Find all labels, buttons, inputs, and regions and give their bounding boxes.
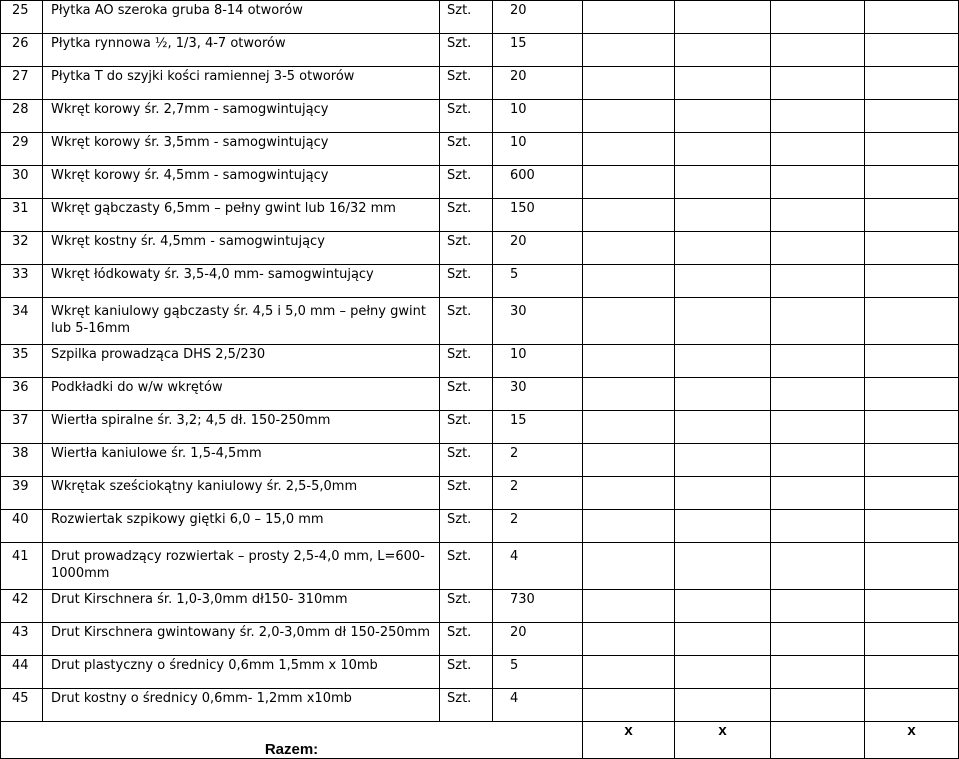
item-quantity: 5 (493, 656, 583, 689)
row-number: 42 (1, 590, 43, 623)
empty-cell (865, 590, 959, 623)
empty-cell (771, 67, 865, 100)
item-unit: Szt. (440, 590, 493, 623)
empty-cell (675, 444, 771, 477)
empty-cell (771, 1, 865, 34)
empty-cell (771, 656, 865, 689)
item-quantity: 30 (493, 298, 583, 345)
table-row (1, 298, 959, 345)
item-name: Płytka AO szeroka gruba 8-14 otworów (43, 1, 440, 34)
empty-cell (865, 199, 959, 232)
empty-cell (583, 444, 675, 477)
table-row (1, 133, 959, 166)
row-number: 45 (1, 689, 43, 722)
empty-cell (675, 199, 771, 232)
row-number: 39 (1, 477, 43, 510)
item-quantity: 600 (493, 166, 583, 199)
empty-cell (771, 623, 865, 656)
item-unit: Szt. (440, 1, 493, 34)
empty-cell (865, 411, 959, 444)
item-name: Szpilka prowadząca DHS 2,5/230 (43, 345, 440, 378)
item-name: Wkręt korowy śr. 4,5mm - samogwintujący (43, 166, 440, 199)
total-x-mark: x (624, 722, 633, 739)
item-unit: Szt. (440, 298, 493, 345)
empty-cell (675, 1, 771, 34)
empty-cell (675, 232, 771, 265)
item-name: Wkręt korowy śr. 2,7mm - samogwintujący (43, 100, 440, 133)
empty-cell (771, 265, 865, 298)
item-name: Wkrętak sześciokątny kaniulowy śr. 2,5-5,0mm (43, 477, 440, 510)
item-quantity: 10 (493, 133, 583, 166)
item-unit: Szt. (440, 656, 493, 689)
empty-cell (583, 590, 675, 623)
empty-cell (675, 265, 771, 298)
empty-cell (675, 477, 771, 510)
row-number: 34 (1, 298, 43, 345)
empty-cell (865, 298, 959, 345)
empty-cell (771, 689, 865, 722)
row-number: 27 (1, 67, 43, 100)
empty-cell (771, 133, 865, 166)
row-number: 44 (1, 656, 43, 689)
item-quantity: 150 (493, 199, 583, 232)
empty-cell (865, 345, 959, 378)
item-unit: Szt. (440, 543, 493, 590)
total-x-mark: x (718, 722, 727, 739)
table-row (1, 34, 959, 67)
empty-cell (675, 34, 771, 67)
item-name: Wkręt korowy śr. 3,5mm - samogwintujący (43, 133, 440, 166)
item-name: Wiertła spiralne śr. 3,2; 4,5 dł. 150-250mm (43, 411, 440, 444)
item-name: Podkładki do w/w wkrętów (43, 378, 440, 411)
total-row (1, 722, 959, 759)
item-unit: Szt. (440, 510, 493, 543)
item-unit: Szt. (440, 34, 493, 67)
empty-cell (865, 1, 959, 34)
item-quantity: 20 (493, 232, 583, 265)
table-row (1, 100, 959, 133)
table-row (1, 345, 959, 378)
row-number: 32 (1, 232, 43, 265)
item-unit: Szt. (440, 100, 493, 133)
empty-cell (865, 166, 959, 199)
empty-cell (865, 133, 959, 166)
row-number: 41 (1, 543, 43, 590)
item-quantity: 4 (493, 689, 583, 722)
empty-cell (771, 510, 865, 543)
row-number: 30 (1, 166, 43, 199)
empty-cell (771, 444, 865, 477)
total-x-cell-3 (865, 722, 959, 759)
empty-cell (675, 67, 771, 100)
empty-cell (771, 298, 865, 345)
empty-cell (675, 100, 771, 133)
empty-cell (583, 199, 675, 232)
item-unit: Szt. (440, 477, 493, 510)
empty-cell (865, 689, 959, 722)
item-name: Drut prowadzący rozwiertak – prosty 2,5-4,0 mm, L=600-1000mm (43, 543, 440, 590)
item-unit: Szt. (440, 623, 493, 656)
empty-cell (865, 656, 959, 689)
table-row (1, 689, 959, 722)
item-name: Wkręt kostny śr. 4,5mm - samogwintujący (43, 232, 440, 265)
item-quantity: 10 (493, 100, 583, 133)
empty-cell (675, 656, 771, 689)
empty-cell (583, 67, 675, 100)
row-number: 43 (1, 623, 43, 656)
empty-cell (865, 477, 959, 510)
item-unit: Szt. (440, 378, 493, 411)
row-number: 29 (1, 133, 43, 166)
item-name: Drut Kirschnera śr. 1,0-3,0mm dł150- 310mm (43, 590, 440, 623)
empty-cell (583, 232, 675, 265)
table-row (1, 199, 959, 232)
item-quantity: 15 (493, 34, 583, 67)
item-unit: Szt. (440, 444, 493, 477)
empty-cell (865, 444, 959, 477)
empty-cell (675, 298, 771, 345)
table-row (1, 477, 959, 510)
empty-cell (771, 199, 865, 232)
item-quantity: 30 (493, 378, 583, 411)
table-row (1, 1, 959, 34)
empty-cell (583, 1, 675, 34)
item-name: Rozwiertak szpikowy giętki 6,0 – 15,0 mm (43, 510, 440, 543)
item-name: Wkręt gąbczasty 6,5mm – pełny gwint lub 16/32 mm (43, 199, 440, 232)
empty-cell (675, 411, 771, 444)
item-name: Wkręt kaniulowy gąbczasty śr. 4,5 i 5,0 mm – pełny gwint lub 5-16mm (43, 298, 440, 345)
table-row (1, 590, 959, 623)
empty-cell (675, 689, 771, 722)
table-row (1, 232, 959, 265)
empty-cell (675, 510, 771, 543)
total-x-mark: x (907, 722, 916, 739)
empty-cell (865, 378, 959, 411)
table-row (1, 510, 959, 543)
empty-cell (675, 590, 771, 623)
empty-cell (865, 543, 959, 590)
item-unit: Szt. (440, 232, 493, 265)
empty-cell (583, 543, 675, 590)
item-unit: Szt. (440, 345, 493, 378)
total-label-cell (1, 722, 583, 759)
item-quantity: 20 (493, 623, 583, 656)
empty-cell (675, 378, 771, 411)
table-row (1, 623, 959, 656)
total-empty-cell (771, 722, 865, 759)
empty-cell (583, 345, 675, 378)
table-row (1, 411, 959, 444)
empty-cell (771, 345, 865, 378)
item-unit: Szt. (440, 199, 493, 232)
empty-cell (771, 34, 865, 67)
empty-cell (771, 232, 865, 265)
total-x-cell-1 (583, 722, 675, 759)
row-number: 40 (1, 510, 43, 543)
empty-cell (771, 166, 865, 199)
item-unit: Szt. (440, 133, 493, 166)
empty-cell (865, 67, 959, 100)
row-number: 35 (1, 345, 43, 378)
empty-cell (583, 656, 675, 689)
empty-cell (865, 232, 959, 265)
empty-cell (583, 510, 675, 543)
item-name: Wkręt łódkowaty śr. 3,5-4,0 mm- samogwintujący (43, 265, 440, 298)
item-quantity: 2 (493, 444, 583, 477)
item-unit: Szt. (440, 67, 493, 100)
items-table-body (1, 1, 959, 722)
item-unit: Szt. (440, 411, 493, 444)
item-unit: Szt. (440, 265, 493, 298)
row-number: 31 (1, 199, 43, 232)
total-x-cell-2 (675, 722, 771, 759)
empty-cell (583, 34, 675, 67)
empty-cell (865, 100, 959, 133)
total-label: Razem: (264, 741, 319, 758)
empty-cell (675, 133, 771, 166)
row-number: 37 (1, 411, 43, 444)
empty-cell (583, 133, 675, 166)
empty-cell (583, 378, 675, 411)
item-quantity: 2 (493, 510, 583, 543)
row-number: 36 (1, 378, 43, 411)
item-unit: Szt. (440, 689, 493, 722)
empty-cell (865, 265, 959, 298)
item-quantity: 4 (493, 543, 583, 590)
table-row (1, 444, 959, 477)
empty-cell (771, 477, 865, 510)
item-quantity: 730 (493, 590, 583, 623)
row-number: 25 (1, 1, 43, 34)
item-quantity: 5 (493, 265, 583, 298)
item-name: Wiertła kaniulowe śr. 1,5-4,5mm (43, 444, 440, 477)
row-number: 38 (1, 444, 43, 477)
empty-cell (583, 689, 675, 722)
empty-cell (865, 34, 959, 67)
table-row (1, 543, 959, 590)
item-quantity: 20 (493, 1, 583, 34)
row-number: 33 (1, 265, 43, 298)
item-name: Płytka rynnowa ½, 1/3, 4-7 otworów (43, 34, 440, 67)
empty-cell (771, 590, 865, 623)
empty-cell (771, 411, 865, 444)
empty-cell (583, 166, 675, 199)
item-name: Drut kostny o średnicy 0,6mm- 1,2mm x10mb (43, 689, 440, 722)
empty-cell (771, 378, 865, 411)
empty-cell (583, 477, 675, 510)
item-name: Płytka T do szyjki kości ramiennej 3-5 otworów (43, 67, 440, 100)
empty-cell (865, 510, 959, 543)
table-row (1, 378, 959, 411)
empty-cell (583, 100, 675, 133)
table-row (1, 265, 959, 298)
empty-cell (675, 166, 771, 199)
empty-cell (583, 623, 675, 656)
empty-cell (771, 100, 865, 133)
item-name: Drut plastyczny o średnicy 0,6mm 1,5mm x 10mb (43, 656, 440, 689)
empty-cell (675, 543, 771, 590)
row-number: 26 (1, 34, 43, 67)
table-row (1, 166, 959, 199)
empty-cell (583, 298, 675, 345)
empty-cell (675, 345, 771, 378)
table-row (1, 67, 959, 100)
empty-cell (583, 411, 675, 444)
item-unit: Szt. (440, 166, 493, 199)
item-name: Drut Kirschnera gwintowany śr. 2,0-3,0mm dł 150-250mm (43, 623, 440, 656)
empty-cell (865, 623, 959, 656)
item-quantity: 2 (493, 477, 583, 510)
item-quantity: 10 (493, 345, 583, 378)
empty-cell (771, 543, 865, 590)
item-quantity: 20 (493, 67, 583, 100)
row-number: 28 (1, 100, 43, 133)
empty-cell (583, 265, 675, 298)
table-row (1, 656, 959, 689)
item-quantity: 15 (493, 411, 583, 444)
empty-cell (675, 623, 771, 656)
